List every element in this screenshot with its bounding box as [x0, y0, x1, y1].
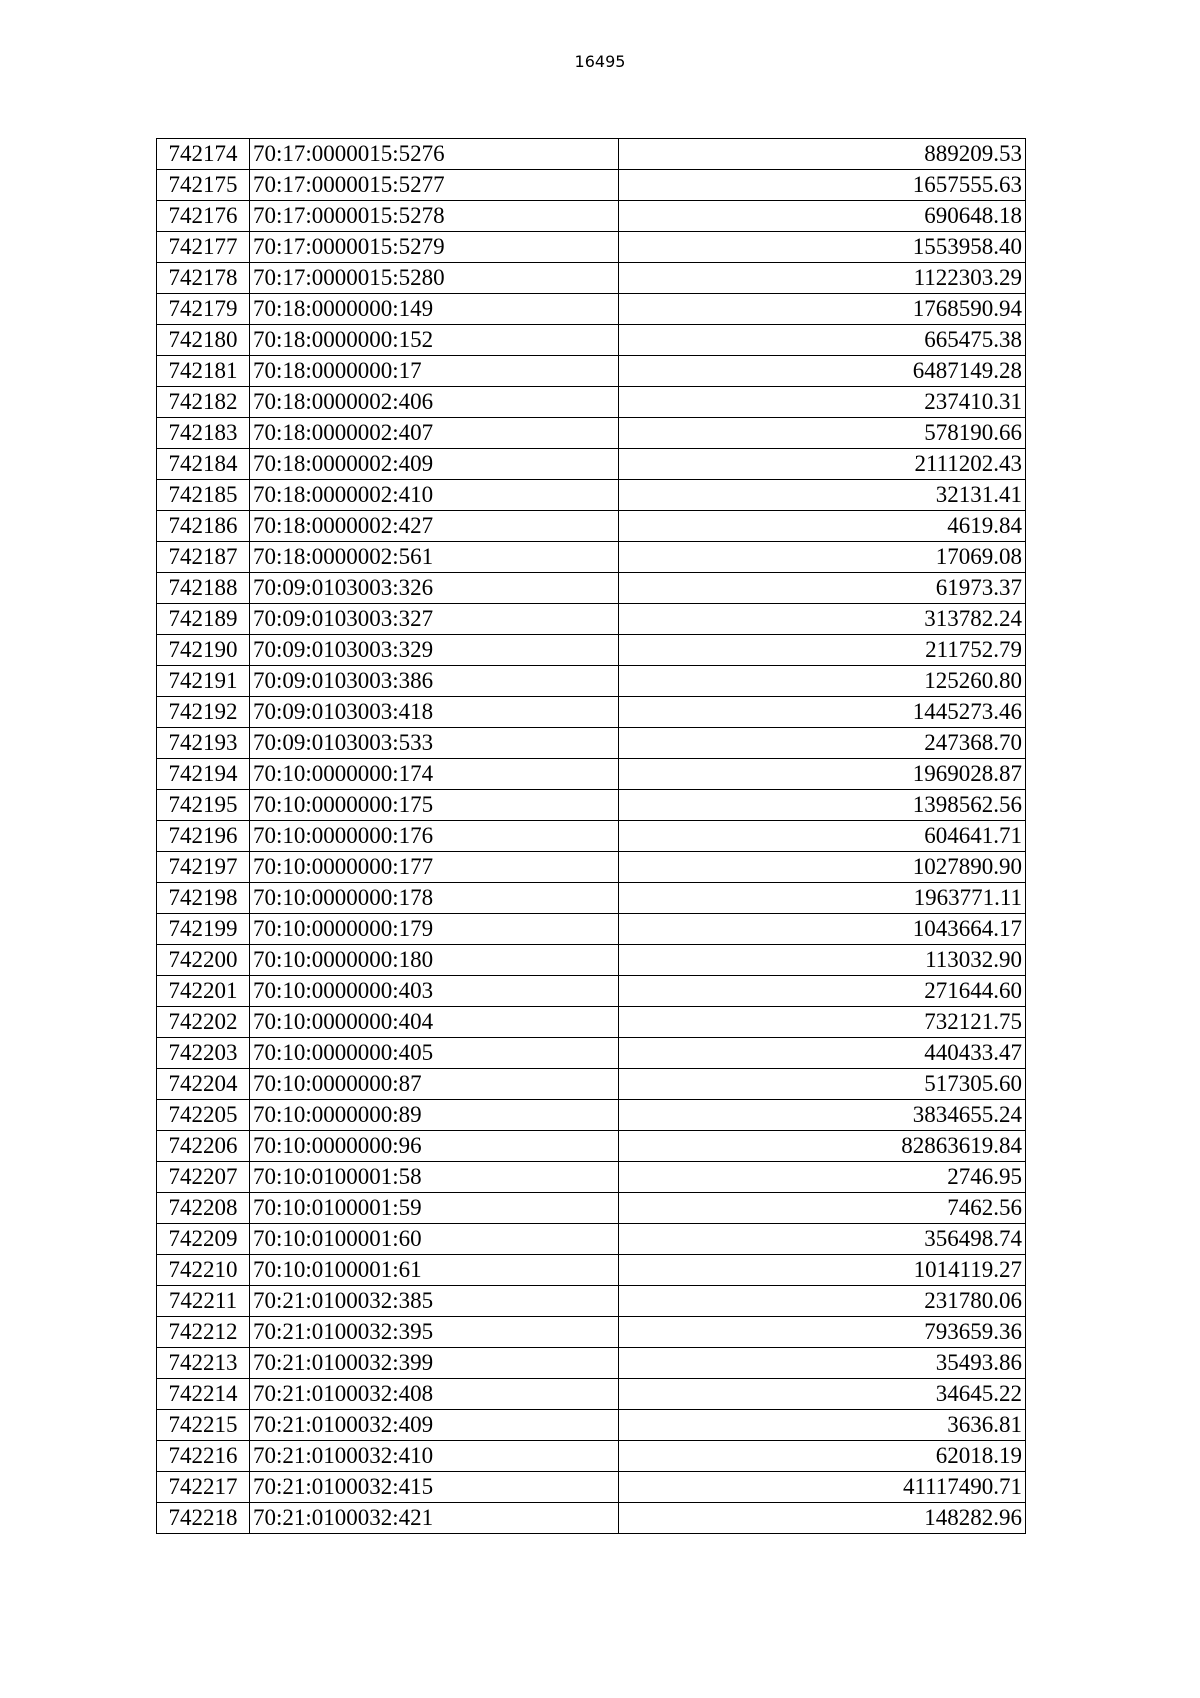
row-number-cell: 742218: [157, 1503, 250, 1534]
row-number-cell: 742175: [157, 170, 250, 201]
value-cell: 231780.06: [619, 1286, 1026, 1317]
value-cell: 1014119.27: [619, 1255, 1026, 1286]
value-cell: 3834655.24: [619, 1100, 1026, 1131]
row-number-cell: 742195: [157, 790, 250, 821]
table-row: [157, 387, 1026, 418]
row-number-cell: 742202: [157, 1007, 250, 1038]
cadastral-number-cell: 70:09:0103003:329: [250, 635, 619, 666]
table-row: [157, 449, 1026, 480]
value-cell: 1768590.94: [619, 294, 1026, 325]
value-cell: 4619.84: [619, 511, 1026, 542]
page-number: 16495: [574, 52, 626, 71]
cadastral-number-cell: 70:10:0100001:59: [250, 1193, 619, 1224]
row-number-cell: 742208: [157, 1193, 250, 1224]
table-row: [157, 139, 1026, 170]
row-number-cell: 742182: [157, 387, 250, 418]
row-number-cell: 742176: [157, 201, 250, 232]
table-row: [157, 1038, 1026, 1069]
row-number-cell: 742214: [157, 1379, 250, 1410]
cadastral-number-cell: 70:18:0000000:17: [250, 356, 619, 387]
value-cell: 211752.79: [619, 635, 1026, 666]
cadastral-number-cell: 70:18:0000002:409: [250, 449, 619, 480]
row-number-cell: 742204: [157, 1069, 250, 1100]
value-cell: 34645.22: [619, 1379, 1026, 1410]
cadastral-number-cell: 70:18:0000002:427: [250, 511, 619, 542]
value-cell: 732121.75: [619, 1007, 1026, 1038]
value-cell: 271644.60: [619, 976, 1026, 1007]
value-cell: 1969028.87: [619, 759, 1026, 790]
cadastral-number-cell: 70:18:0000002:407: [250, 418, 619, 449]
row-number-cell: 742174: [157, 139, 250, 170]
cadastral-number-cell: 70:10:0000000:178: [250, 883, 619, 914]
cadastral-number-cell: 70:10:0100001:60: [250, 1224, 619, 1255]
value-cell: 578190.66: [619, 418, 1026, 449]
value-cell: 793659.36: [619, 1317, 1026, 1348]
table-row: [157, 945, 1026, 976]
cadastral-number-cell: 70:17:0000015:5279: [250, 232, 619, 263]
cadastral-value-table: [156, 138, 1026, 1534]
value-cell: 61973.37: [619, 573, 1026, 604]
row-number-cell: 742209: [157, 1224, 250, 1255]
cadastral-number-cell: 70:10:0000000:176: [250, 821, 619, 852]
cadastral-number-cell: 70:10:0100001:58: [250, 1162, 619, 1193]
cadastral-number-cell: 70:10:0000000:87: [250, 1069, 619, 1100]
row-number-cell: 742198: [157, 883, 250, 914]
row-number-cell: 742216: [157, 1441, 250, 1472]
table-row: [157, 1100, 1026, 1131]
value-cell: 604641.71: [619, 821, 1026, 852]
row-number-cell: 742213: [157, 1348, 250, 1379]
cadastral-number-cell: 70:17:0000015:5280: [250, 263, 619, 294]
row-number-cell: 742201: [157, 976, 250, 1007]
value-cell: 237410.31: [619, 387, 1026, 418]
cadastral-number-cell: 70:10:0000000:175: [250, 790, 619, 821]
table-row: [157, 542, 1026, 573]
cadastral-number-cell: 70:17:0000015:5278: [250, 201, 619, 232]
row-number-cell: 742215: [157, 1410, 250, 1441]
value-cell: 440433.47: [619, 1038, 1026, 1069]
cadastral-number-cell: 70:09:0103003:326: [250, 573, 619, 604]
row-number-cell: 742189: [157, 604, 250, 635]
row-number-cell: 742188: [157, 573, 250, 604]
cadastral-number-cell: 70:10:0100001:61: [250, 1255, 619, 1286]
value-cell: 690648.18: [619, 201, 1026, 232]
value-cell: 148282.96: [619, 1503, 1026, 1534]
row-number-cell: 742197: [157, 852, 250, 883]
table-row: [157, 1007, 1026, 1038]
table-row: [157, 1379, 1026, 1410]
cadastral-number-cell: 70:21:0100032:385: [250, 1286, 619, 1317]
table-row: [157, 232, 1026, 263]
table-row: [157, 697, 1026, 728]
cadastral-number-cell: 70:21:0100032:410: [250, 1441, 619, 1472]
row-number-cell: 742203: [157, 1038, 250, 1069]
table-row: [157, 1069, 1026, 1100]
table-row: [157, 759, 1026, 790]
row-number-cell: 742210: [157, 1255, 250, 1286]
value-cell: 113032.90: [619, 945, 1026, 976]
table-row: [157, 511, 1026, 542]
table-row: [157, 1317, 1026, 1348]
row-number-cell: 742186: [157, 511, 250, 542]
table-row: [157, 201, 1026, 232]
value-cell: 7462.56: [619, 1193, 1026, 1224]
row-number-cell: 742200: [157, 945, 250, 976]
value-cell: 1657555.63: [619, 170, 1026, 201]
cadastral-number-cell: 70:10:0000000:180: [250, 945, 619, 976]
row-number-cell: 742181: [157, 356, 250, 387]
value-cell: 665475.38: [619, 325, 1026, 356]
row-number-cell: 742178: [157, 263, 250, 294]
table-row: [157, 1162, 1026, 1193]
table-row: [157, 1348, 1026, 1379]
cadastral-number-cell: 70:21:0100032:395: [250, 1317, 619, 1348]
table-row: [157, 1193, 1026, 1224]
row-number-cell: 742206: [157, 1131, 250, 1162]
table-row: [157, 976, 1026, 1007]
value-cell: 1043664.17: [619, 914, 1026, 945]
row-number-cell: 742192: [157, 697, 250, 728]
cadastral-number-cell: 70:10:0000000:174: [250, 759, 619, 790]
cadastral-number-cell: 70:21:0100032:408: [250, 1379, 619, 1410]
cadastral-number-cell: 70:18:0000002:406: [250, 387, 619, 418]
cadastral-number-cell: 70:21:0100032:409: [250, 1410, 619, 1441]
cadastral-number-cell: 70:10:0000000:89: [250, 1100, 619, 1131]
cadastral-number-cell: 70:09:0103003:418: [250, 697, 619, 728]
row-number-cell: 742183: [157, 418, 250, 449]
row-number-cell: 742193: [157, 728, 250, 759]
table-row: [157, 852, 1026, 883]
cadastral-number-cell: 70:09:0103003:533: [250, 728, 619, 759]
value-cell: 1027890.90: [619, 852, 1026, 883]
table-row: [157, 914, 1026, 945]
cadastral-number-cell: 70:09:0103003:386: [250, 666, 619, 697]
value-cell: 313782.24: [619, 604, 1026, 635]
value-cell: 1122303.29: [619, 263, 1026, 294]
value-cell: 6487149.28: [619, 356, 1026, 387]
cadastral-number-cell: 70:10:0000000:404: [250, 1007, 619, 1038]
table-row: [157, 666, 1026, 697]
table-row: [157, 790, 1026, 821]
value-cell: 35493.86: [619, 1348, 1026, 1379]
table-row: [157, 573, 1026, 604]
row-number-cell: 742212: [157, 1317, 250, 1348]
table-row: [157, 325, 1026, 356]
value-cell: 41117490.71: [619, 1472, 1026, 1503]
table-row: [157, 356, 1026, 387]
row-number-cell: 742194: [157, 759, 250, 790]
row-number-cell: 742180: [157, 325, 250, 356]
table-row: [157, 294, 1026, 325]
row-number-cell: 742179: [157, 294, 250, 325]
cadastral-number-cell: 70:18:0000002:410: [250, 480, 619, 511]
row-number-cell: 742207: [157, 1162, 250, 1193]
value-cell: 1398562.56: [619, 790, 1026, 821]
value-cell: 62018.19: [619, 1441, 1026, 1472]
row-number-cell: 742196: [157, 821, 250, 852]
cadastral-number-cell: 70:17:0000015:5276: [250, 139, 619, 170]
table-row: [157, 604, 1026, 635]
cadastral-number-cell: 70:18:0000000:152: [250, 325, 619, 356]
cadastral-number-cell: 70:10:0000000:177: [250, 852, 619, 883]
table-row: [157, 1472, 1026, 1503]
table-row: [157, 728, 1026, 759]
table-row: [157, 1286, 1026, 1317]
value-cell: 889209.53: [619, 139, 1026, 170]
value-cell: 517305.60: [619, 1069, 1026, 1100]
row-number-cell: 742199: [157, 914, 250, 945]
cadastral-number-cell: 70:10:0000000:403: [250, 976, 619, 1007]
table-row: [157, 1503, 1026, 1534]
table-row: [157, 1131, 1026, 1162]
value-cell: 125260.80: [619, 666, 1026, 697]
cadastral-number-cell: 70:18:0000000:149: [250, 294, 619, 325]
table-row: [157, 263, 1026, 294]
table-row: [157, 635, 1026, 666]
row-number-cell: 742205: [157, 1100, 250, 1131]
row-number-cell: 742211: [157, 1286, 250, 1317]
table-row: [157, 883, 1026, 914]
cadastral-number-cell: 70:09:0103003:327: [250, 604, 619, 635]
value-cell: 82863619.84: [619, 1131, 1026, 1162]
table-row: [157, 170, 1026, 201]
value-cell: 247368.70: [619, 728, 1026, 759]
table-row: [157, 1224, 1026, 1255]
table-row: [157, 821, 1026, 852]
value-cell: 2746.95: [619, 1162, 1026, 1193]
cadastral-number-cell: 70:10:0000000:179: [250, 914, 619, 945]
value-cell: 1963771.11: [619, 883, 1026, 914]
table-row: [157, 418, 1026, 449]
cadastral-number-cell: 70:17:0000015:5277: [250, 170, 619, 201]
value-cell: 17069.08: [619, 542, 1026, 573]
cadastral-number-cell: 70:21:0100032:399: [250, 1348, 619, 1379]
cadastral-number-cell: 70:10:0000000:96: [250, 1131, 619, 1162]
value-cell: 3636.81: [619, 1410, 1026, 1441]
row-number-cell: 742191: [157, 666, 250, 697]
row-number-cell: 742190: [157, 635, 250, 666]
row-number-cell: 742177: [157, 232, 250, 263]
row-number-cell: 742217: [157, 1472, 250, 1503]
value-cell: 1445273.46: [619, 697, 1026, 728]
row-number-cell: 742185: [157, 480, 250, 511]
cadastral-number-cell: 70:18:0000002:561: [250, 542, 619, 573]
value-cell: 2111202.43: [619, 449, 1026, 480]
table-body: [157, 139, 1026, 1534]
cadastral-number-cell: 70:10:0000000:405: [250, 1038, 619, 1069]
table-row: [157, 1410, 1026, 1441]
table-row: [157, 1255, 1026, 1286]
row-number-cell: 742187: [157, 542, 250, 573]
cadastral-number-cell: 70:21:0100032:421: [250, 1503, 619, 1534]
value-cell: 356498.74: [619, 1224, 1026, 1255]
value-cell: 1553958.40: [619, 232, 1026, 263]
value-cell: 32131.41: [619, 480, 1026, 511]
table-row: [157, 1441, 1026, 1472]
row-number-cell: 742184: [157, 449, 250, 480]
cadastral-number-cell: 70:21:0100032:415: [250, 1472, 619, 1503]
table-row: [157, 480, 1026, 511]
